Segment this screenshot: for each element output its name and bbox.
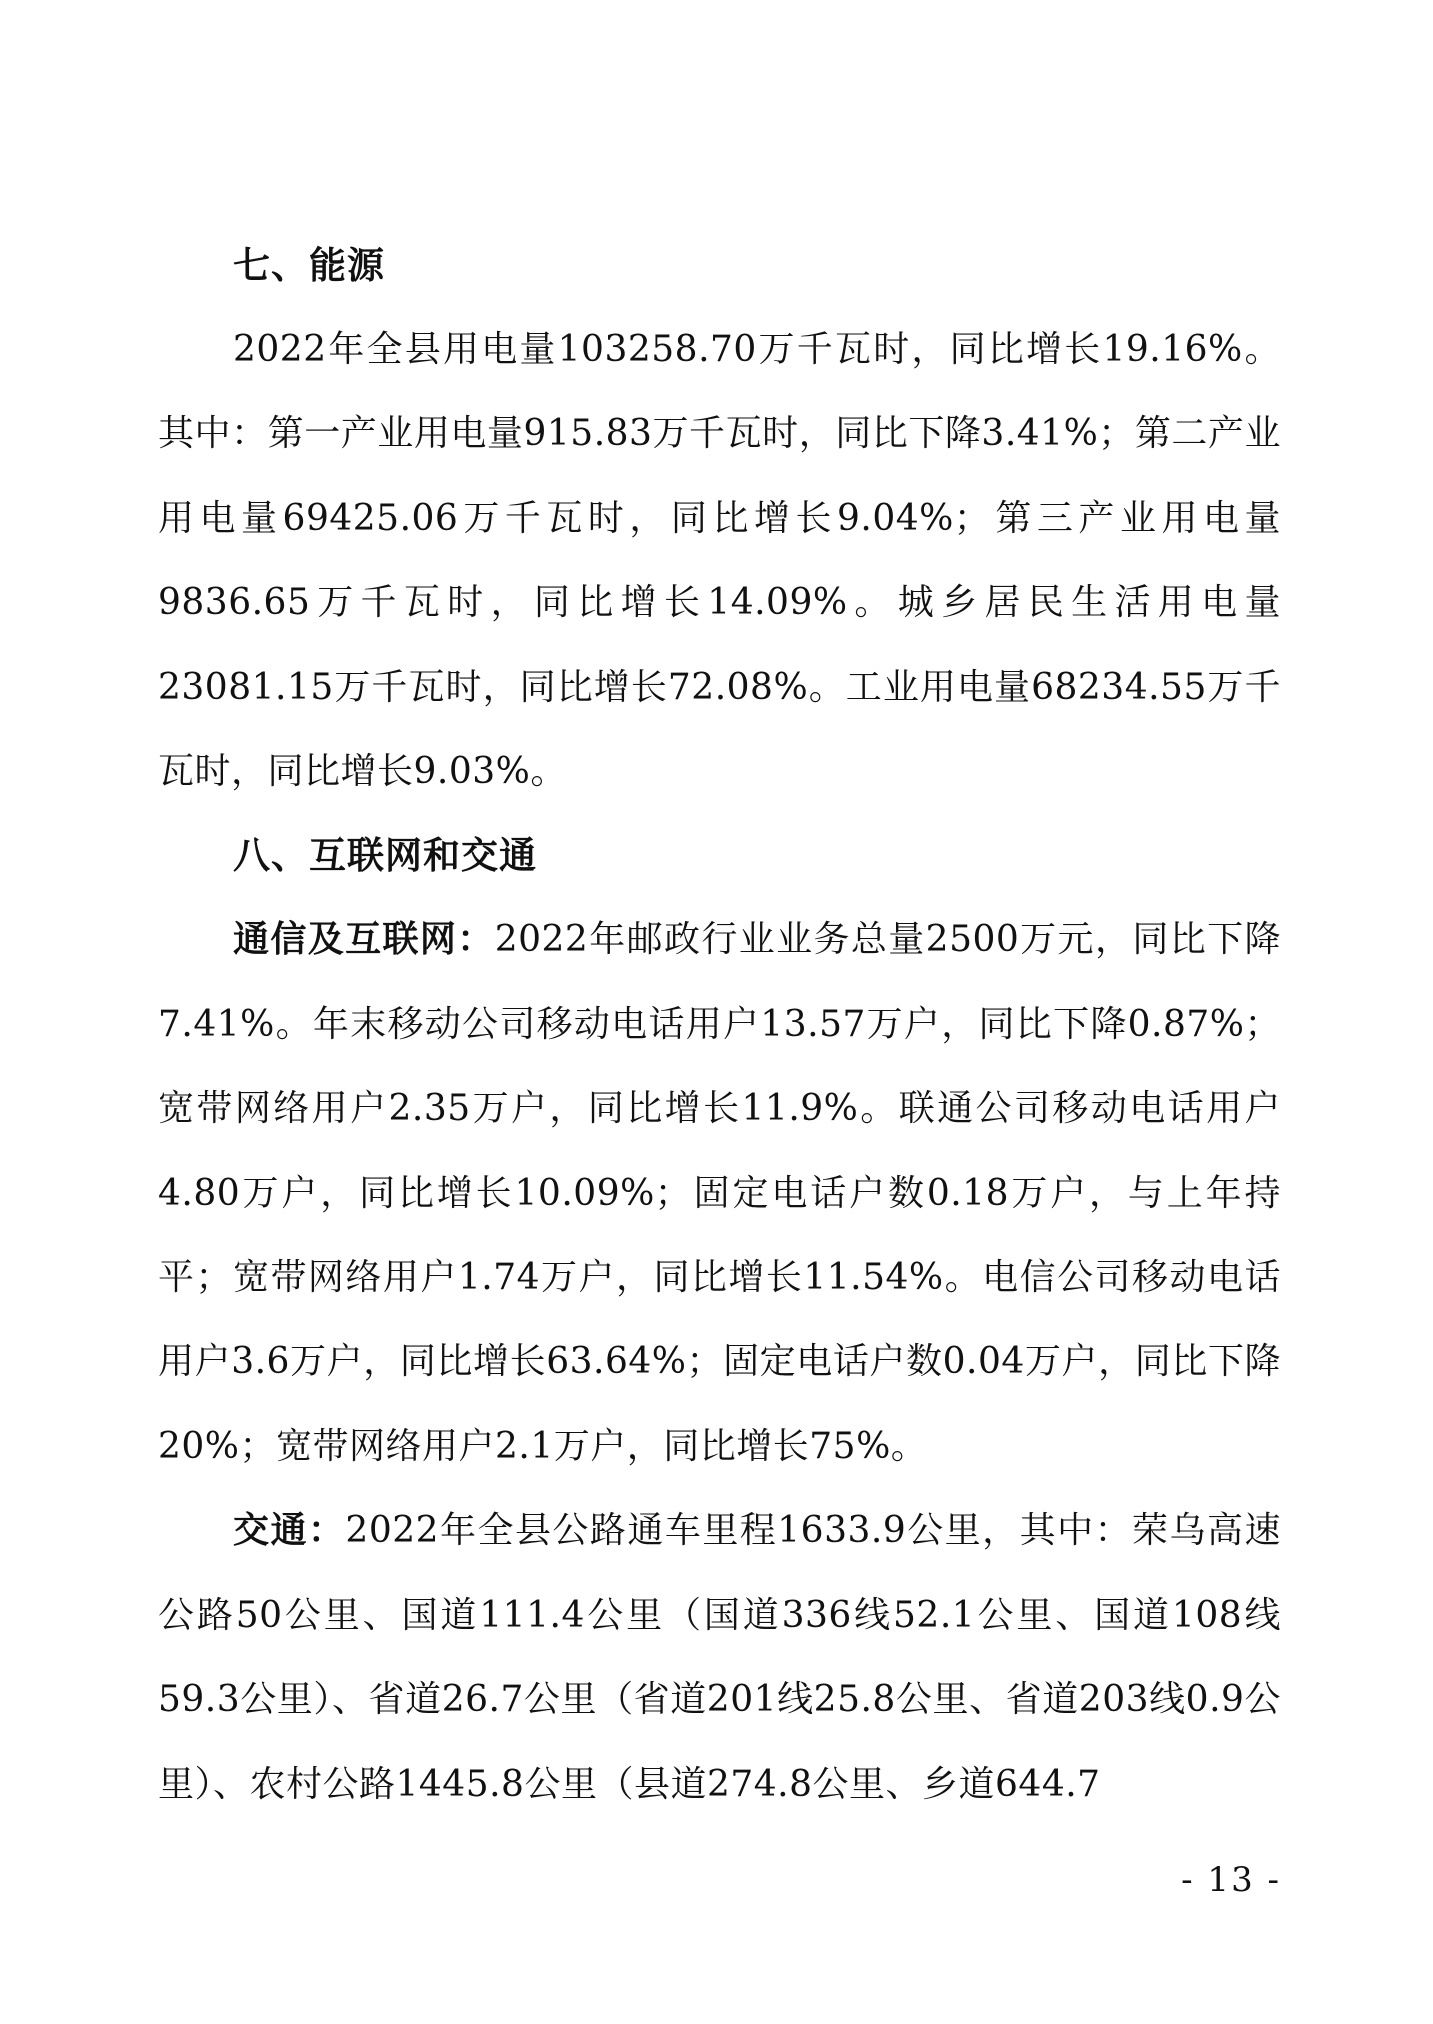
paragraph-electricity-text: 2022年全县用电量103258.70万千瓦时，同比增长19.16%。其中：第一产业用电量915.83万千瓦时，同比下降3.41%；第二产业用电量69425.06万千瓦时，同比增长9.04%；第三产业用电量9836.65万千瓦时，同比增长14.09%。城乡居民生活用电量23081.15万千瓦时，同比增长72.08%。工业用电量68234.55万千瓦时，同比增长9.03%。 <box>158 329 1281 793</box>
section-internet-transport <box>158 814 1281 1826</box>
paragraph-transport <box>158 1489 1281 1827</box>
paragraph-transport-lead: 交通： <box>233 1510 346 1552</box>
paragraph-transport-text: 2022年全县公路通车里程1633.9公里，其中：荣乌高速公路50公里、国道111.4公里（国道336线52.1公里、国道108线59.3公里）、省道26.7公里（省道201线25.8公里、省道203线0.9公里）、农村公路1445.8公里（县道274.8公里、乡道644.7 <box>158 1510 1281 1805</box>
page-body <box>158 224 1281 1827</box>
section-heading-energy: 七、能源 <box>233 244 385 287</box>
paragraph-telecom-lead: 通信及互联网： <box>233 919 495 961</box>
paragraph-electricity <box>158 308 1281 814</box>
page-number: - 13 - <box>1181 1860 1281 1900</box>
section-heading-internet-transport: 八、互联网和交通 <box>233 834 537 878</box>
paragraph-telecom <box>158 898 1281 1489</box>
paragraph-telecom-text: 2022年邮政行业业务总量2500万元，同比下降7.41%。年末移动公司移动电话用户13.57万户，同比下降0.87%；宽带网络用户2.35万户，同比增长11.9%。联通公司移动电话用户4.80万户，同比增长10.09%；固定电话户数0.18万户，与上年持平；宽带网络用户1.74万户，同比增长11.54%。电信公司移动电话用户3.6万户，同比增长63.64%；固定电话户数0.04万户，同比下降20%；宽带网络用户2.1万户，同比增长75%。 <box>158 919 1281 1467</box>
section-energy <box>158 224 1281 814</box>
